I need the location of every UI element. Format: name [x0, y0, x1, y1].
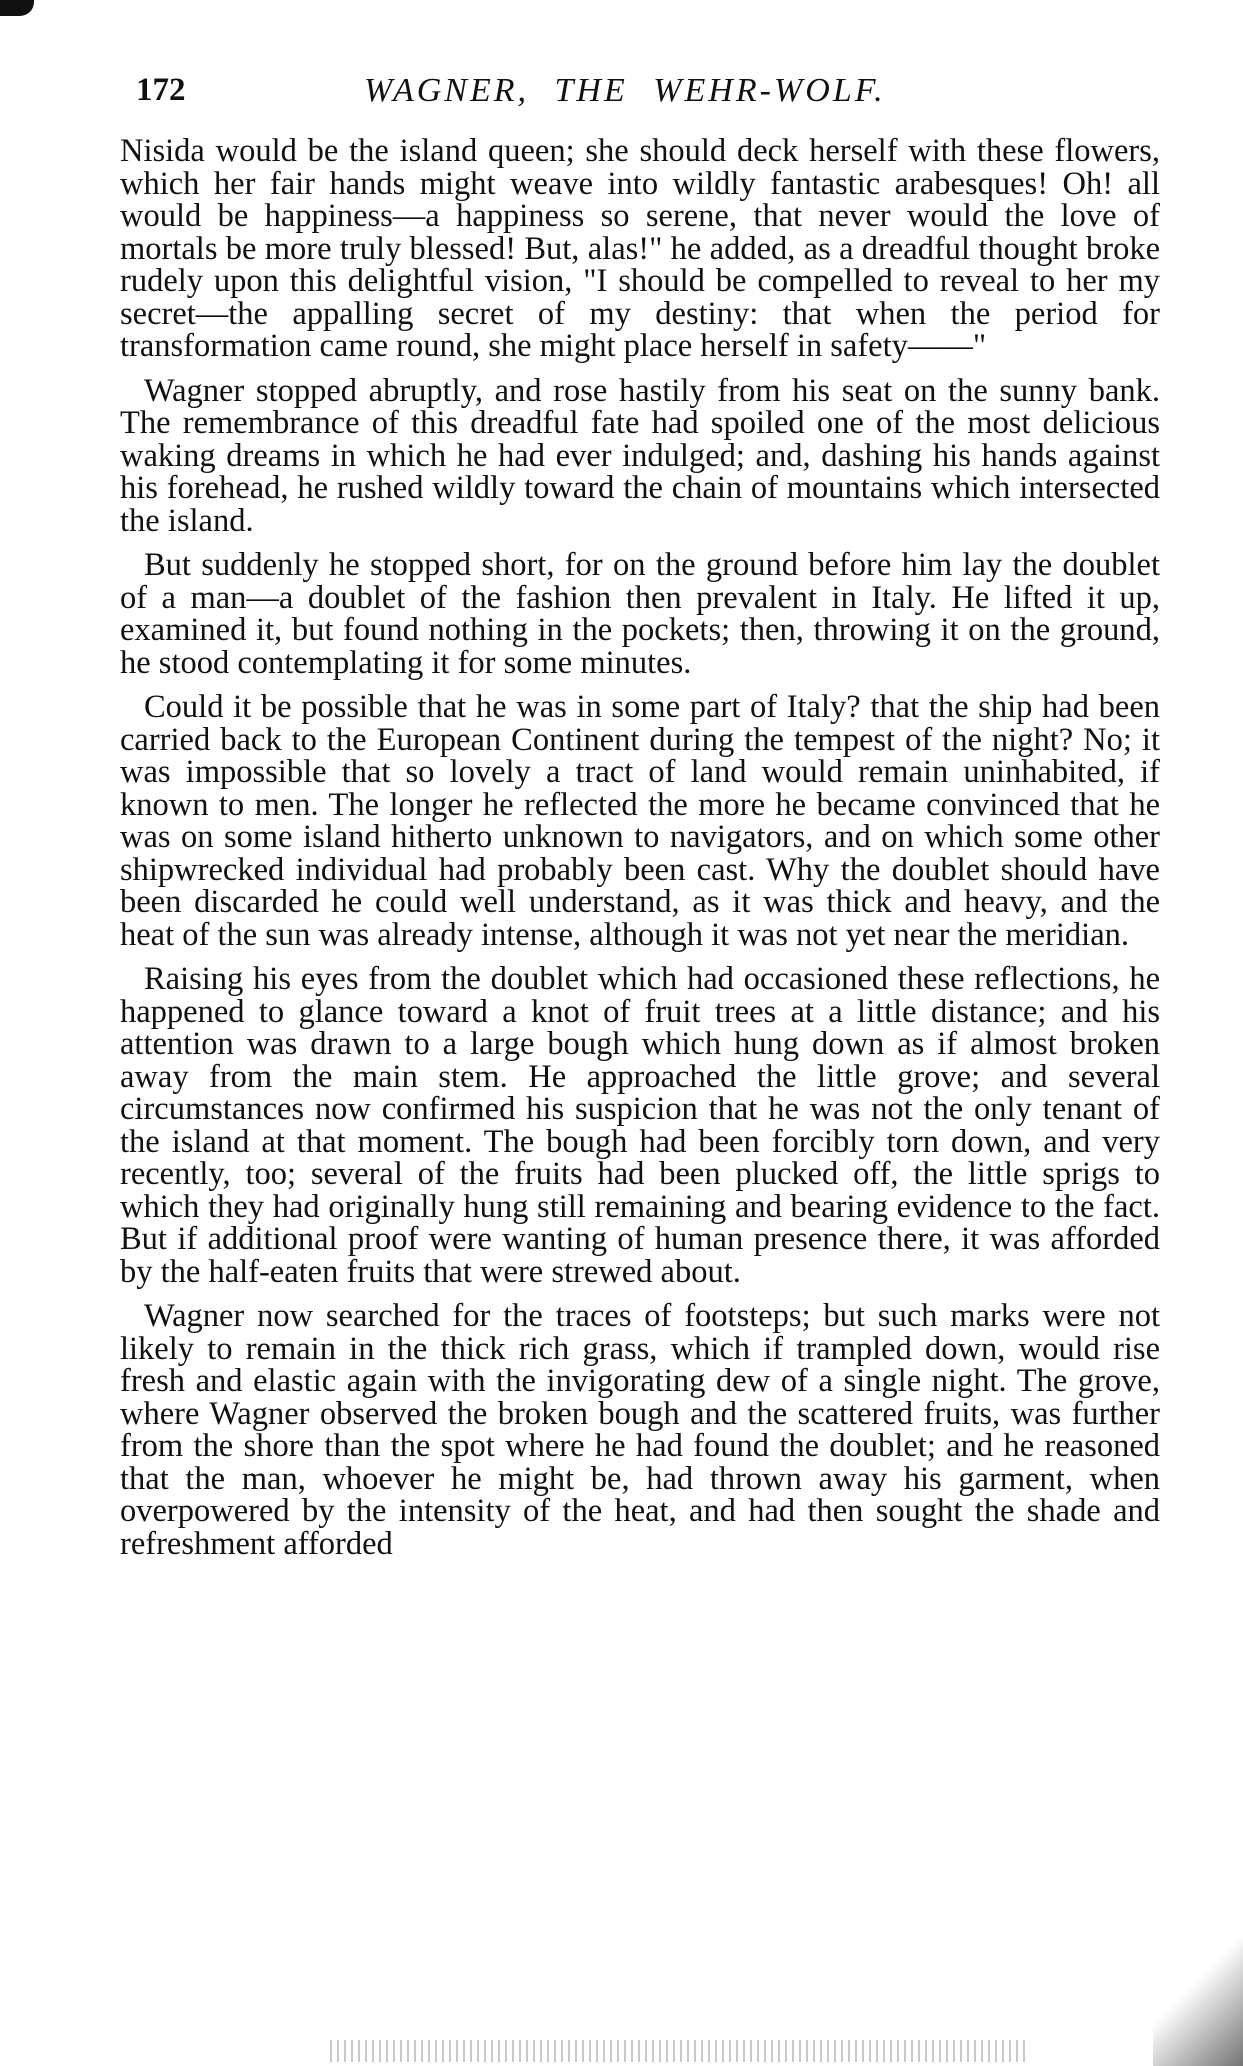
scan-corner-shadow [1153, 1916, 1243, 2066]
paragraph: Wagner now searched for the traces of footsteps; but such marks were not likely to remain in the thick rich grass, which if trampled down, would rise fresh and elastic again with the invigorating dew of a single night. The grove, where Wagner observed the broken bough and the scattered fruits, was further from the shore than the spot where he had found the doublet; and he reasoned that the man, whoever he might be, had thrown away his garment, when overpowered by the intensity of the heat, and had then sought the shade and refreshment afforded [120, 1298, 1160, 1562]
running-head [136, 72, 1176, 122]
paragraph: Raising his eyes from the doublet which had occasioned these reflections, he happened to glance toward a knot of fruit trees at a little distance; and his attention was drawn to a large bough which hung down as if almost broken away from the main stem. He approached the little grove; and several circumstances now confirmed his suspicion that he was not the only tenant of the island at that moment. The bough had been forcibly torn down, and very recently, too; several of the fruits had been plucked off, the little sprigs to which they had originally hung still remaining and bearing evidence to the fact. But if additional proof were wanting of human presence there, it was afforded by the half-eaten fruits that were strewed about. [120, 961, 1160, 1290]
paragraph: Wagner stopped abruptly, and rose hastily from his seat on the sunny bank. The remembrance of this dreadful fate had spoiled one of the most delicious waking dreams in which he had ever indulged; and, dashing his hands against his forehead, he rushed wildly toward the chain of mountains which intersected the island. [120, 372, 1160, 539]
page-number: 172 [136, 72, 186, 108]
paragraph: Could it be possible that he was in some part of Italy? that the ship had been carried back to the European Continent during the tempest of the night? No; it was impossible that so lovely a tract of land would remain uninhabited, if known to men. The longer he reflected the more he became convinced that he was on some island hitherto unknown to navigators, and on which some other shipwrecked individual had probably been cast. Why the doublet should have been discarded he could well understand, as it was thick and heavy, and the heat of the sun was already intense, although it was not yet near the meridian. [120, 689, 1160, 953]
scan-edge-mark [0, 0, 34, 16]
body-text [120, 135, 1160, 1572]
paragraph: But suddenly he stopped short, for on the ground before him lay the doublet of a man—a doublet of the fashion then prevalent in Italy. He lifted it up, examined it, but found nothing in the pockets; then, throwing it on the ground, he stood contemplating it for some minutes. [120, 547, 1160, 681]
paragraph: Nisida would be the island queen; she should deck herself with these flowers, which her fair hands might weave into wildly fantastic arabesques! Oh! all would be happiness—a happiness so serene, that never would the love of mortals be more truly blessed! But, alas!" he added, as a dreadful thought broke rudely upon this delightful vision, "I should be compelled to reveal to her my secret—the appalling secret of my destiny: that when the period for transformation came round, she might place herself in safety——" [120, 133, 1160, 364]
scan-bottom-speckle [330, 2040, 1030, 2062]
running-title: WAGNER, THE WEHR-WOLF. [364, 72, 886, 109]
